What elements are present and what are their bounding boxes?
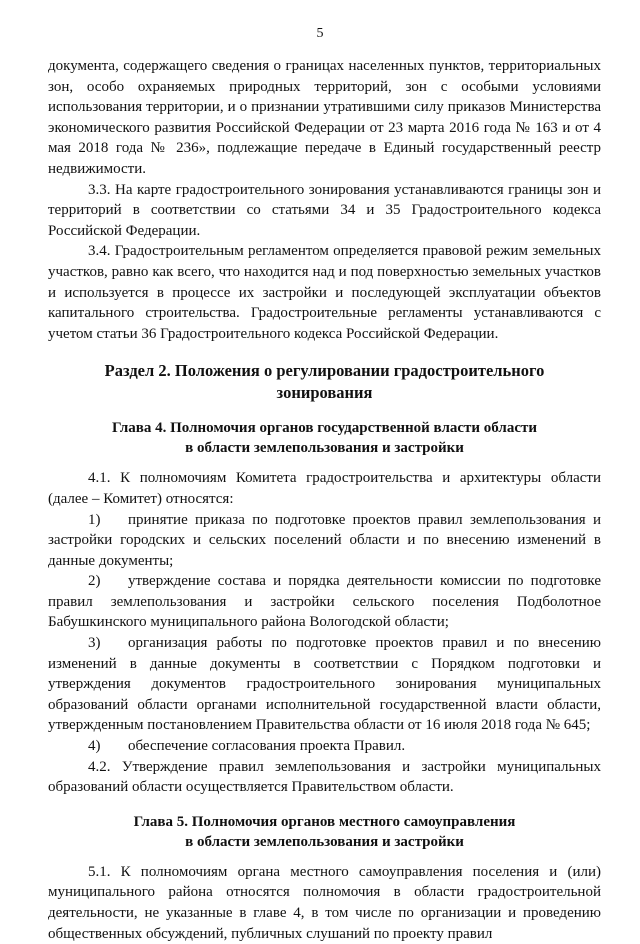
- chapter-4-title-line1: Глава 4. Полномочия органов государственной власти области: [111, 420, 538, 437]
- list-item-4: [48, 736, 601, 757]
- paragraph-4-2: 4.2. Утверждение правил землепользования и застройки муниципальных образований области осуществляется Правительством области.: [48, 758, 601, 796]
- paragraph-continuation: документа, содержащего сведения о границах населенных пунктов, территориальных зон, особо охраняемых природных территорий, зон с особыми условиями использования территории, и о признании утратившими силу приказов Министерства экономического развития Российской Федерации от 23 марта 2016 года № 163 и от 4 мая 2018 года № 236», подлежащие передаче в Единый государственный реестр недвижимости.: [48, 58, 601, 177]
- section-2-title-line2: зонирования: [276, 383, 373, 403]
- list-item-text: организация работы по подготовке проектов правил и по внесению изменений в данные документы в соответствии с Порядком подготовки и утверждения документов градостроительного зонирования муниципальных образований области органами исполнительной государственной власти области, утвержденным постановлением Правительства области от 16 июля 2018 года № 645;: [48, 635, 601, 734]
- page-number: 5: [316, 26, 324, 41]
- list-item-1: [48, 510, 601, 572]
- paragraph-5-1: 5.1. К полномочиям органа местного самоуправления поселения и (или) муниципального района относятся полномочия в области градостроительной деятельности, не указанные в главе 4, в том числе по организации и проведению общественных обсуждений, публичных слушаний по проекту правил: [48, 863, 601, 942]
- paragraph-4-1: 4.1. К полномочиям Комитета градостроительства и архитектуры области (далее – Комитет) относятся:: [48, 470, 601, 507]
- list-item-text: принятие приказа по подготовке проектов правил землепользования и застройки городских и сельских поселений области и по внесению изменений в данные документы;: [48, 511, 601, 569]
- list-item-number: 1): [88, 511, 101, 528]
- list-item-text: утверждение состава и порядка деятельности комиссии по подготовке правил землепользования и застройки сельского поселения Подболотное Бабушкинского муниципального района Вологодской области;: [48, 573, 601, 631]
- list-item-number: 3): [88, 635, 101, 652]
- list-item-number: 4): [88, 738, 101, 755]
- chapter-5-title: [48, 812, 601, 852]
- list-item-3: [48, 633, 601, 736]
- chapter-4-title-line2: в области землепользования и застройки: [185, 440, 464, 457]
- chapter-4-title: [48, 418, 601, 458]
- paragraph-3-3: 3.3. На карте градостроительного зонирования устанавливаются границы зон и территорий в соответствии со статьями 34 и 35 Градостроительного кодекса Российской Федерации.: [48, 181, 601, 239]
- list-item-number: 2): [88, 573, 101, 590]
- chapter-5-title-line1: Глава 5. Полномочия органов местного самоуправления: [133, 813, 516, 830]
- document-body: [48, 56, 601, 944]
- section-2-title-line1: Раздел 2. Положения о регулировании градостроительного: [104, 361, 545, 381]
- section-2-title: [48, 360, 601, 404]
- chapter-5-title-line2: в области землепользования и застройки: [185, 833, 464, 850]
- list-item-2: [48, 571, 601, 633]
- paragraph-3-4: 3.4. Градостроительным регламентом определяется правовой режим земельных участков, равно как всего, что находится над и под поверхностью земельных участков и используется в процессе их застройки и последующей эксплуатации объектов капитального строительства. Градостроительные регламенты устанавливаются с учетом статьи 36 Градостроительного кодекса Российской Федерации.: [48, 243, 601, 342]
- list-item-text: обеспечение согласования проекта Правил.: [128, 738, 406, 755]
